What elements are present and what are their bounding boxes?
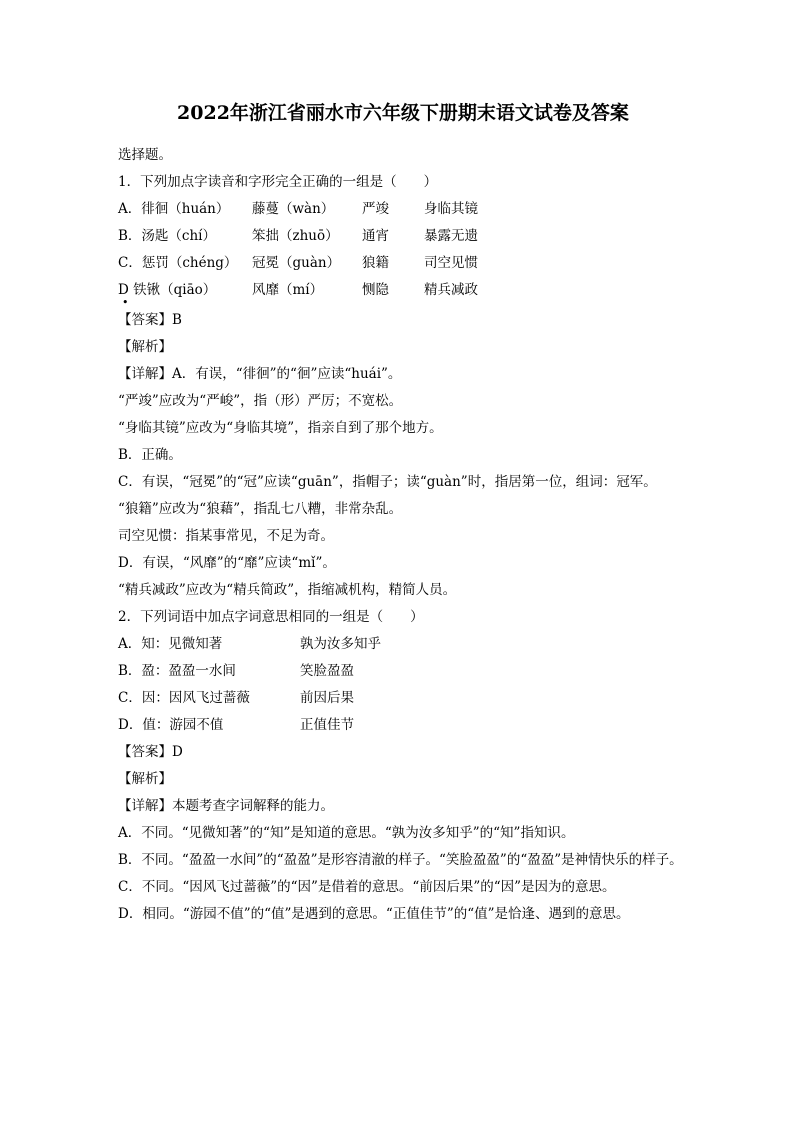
option-text: 司空见惯: [424, 255, 478, 271]
emphasis-dot-icon: •: [122, 296, 129, 309]
question-1-option-d: [118, 277, 688, 309]
option-text: B．盈：盈盈一水间: [118, 663, 236, 679]
question-2-detail: B．不同。“盈盈一水间”的“盈盈”是形容清澈的样子。“笑脸盈盈”的“盈盈”是神情快乐的样子。: [118, 852, 683, 868]
question-1-detail: B．正确。: [118, 447, 182, 463]
question-1-option-b: [118, 223, 688, 250]
question-2-detail: C．不同。“因风飞过蔷薇”的“因”是借着的意思。“前因后果”的“因”是因为的意思。: [118, 879, 616, 895]
question-1-detail: 【详解】A．有误，“徘徊”的“徊”应读“huái”。: [118, 366, 402, 382]
option-text: 前因后果: [300, 690, 354, 706]
option-text: B．汤匙（chí）: [118, 228, 216, 244]
option-text: C．惩罚（chéng）: [118, 255, 238, 271]
section-heading: 选择题。: [118, 147, 172, 163]
option-text: 正值佳节: [300, 717, 354, 733]
option-text: 冠冕（guàn）: [252, 255, 341, 271]
option-text: 笨拙（zhuō）: [252, 228, 339, 244]
question-2-option-d: [118, 712, 688, 739]
option-text: 恻隐: [362, 282, 389, 298]
option-text: 精兵减政: [424, 282, 478, 298]
question-2-option-a: [118, 631, 688, 658]
question-1-detail: 司空见惯：指某事常见，不足为奇。: [118, 528, 334, 544]
question-1-detail: C．有误，“冠冕”的“冠”应读“guān”，指帽子；读“guàn”时，指居第一位，组词：冠军。: [118, 474, 657, 490]
option-text: 通宵: [362, 228, 389, 244]
option-text: 狼籍: [362, 255, 389, 271]
question-2-option-c: [118, 685, 688, 712]
question-2-detail: D．相同。“游园不值”的“值”是遇到的意思。“正值佳节”的“值”是恰逢、遇到的意思。: [118, 906, 630, 922]
question-1-detail: “严竣”应改为“严峻”，指（形）严厉；不宽松。: [118, 393, 403, 409]
question-1-stem: 1．下列加点字读音和字形完全正确的一组是（ ）: [118, 174, 438, 190]
option-text: 孰为汝多知乎: [300, 636, 381, 652]
option-text: 身临其镜: [424, 201, 478, 217]
document-page: [118, 96, 688, 928]
question-2-answer: 【答案】D: [118, 744, 183, 760]
option-text: D．值：游园不值: [118, 717, 224, 733]
question-2-stem: 2．下列词语中加点字词意思相同的一组是（ ）: [118, 609, 424, 625]
option-text: 风靡（mí）: [252, 282, 324, 298]
option-text: A．知：见微知著: [118, 636, 223, 652]
option-text: A．徘徊（huán）: [118, 201, 230, 217]
option-text: C．因：因风飞过蔷薇: [118, 690, 250, 706]
option-text: 笑脸盈盈: [300, 663, 354, 679]
question-2-analysis-label: 【解析】: [118, 771, 172, 787]
question-1-answer: 【答案】B: [118, 312, 182, 328]
question-1-detail: D．有误，“风靡”的“靡”应读“mǐ”。: [118, 555, 336, 571]
question-1-analysis-label: 【解析】: [118, 339, 172, 355]
option-text: 严竣: [362, 201, 389, 217]
question-2-option-b: [118, 658, 688, 685]
option-text: D 铁锹（qiāo）: [118, 282, 217, 298]
question-1-detail: “身临其镜”应改为“身临其境”，指亲自到了那个地方。: [118, 420, 443, 436]
option-text: 藤蔓（wàn）: [252, 201, 335, 217]
question-1-option-a: [118, 196, 688, 223]
question-2-detail: A．不同。“见微知著”的“知”是知道的意思。“孰为汝多知乎”的“知”指知识。: [118, 825, 575, 841]
question-1-detail: “狼籍”应改为“狼藉”，指乱七八糟，非常杂乱。: [118, 501, 403, 517]
question-1-detail: “精兵减政”应改为“精兵简政”，指缩减机构，精简人员。: [118, 582, 457, 598]
document-title: 2022年浙江省丽水市六年级下册期末语文试卷及答案: [177, 102, 629, 124]
question-2-detail: 【详解】本题考查字词解释的能力。: [118, 798, 334, 814]
option-text: 暴露无遗: [424, 228, 478, 244]
question-1-option-c: [118, 250, 688, 277]
